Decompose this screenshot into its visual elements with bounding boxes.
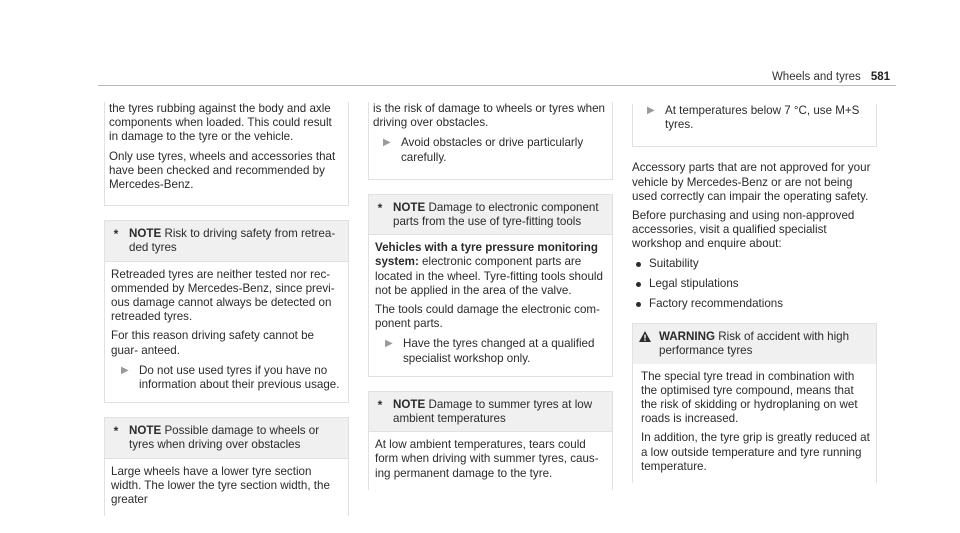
step-text: Have the tyres changed at a qualified specialist workshop only. xyxy=(403,337,595,365)
list-item: Legal stipulations xyxy=(632,277,877,291)
note-header xyxy=(105,221,348,260)
note-body xyxy=(105,261,348,403)
paragraph: In addition, the tyre grip is greatly reduced at a low outside temperature and tyre running temperature. xyxy=(641,431,870,473)
paragraph: At low ambient temperatures, tears could form when driving with summer tyres, caus- ing permanent damage to the tyre. xyxy=(375,438,599,480)
note-label: NOTE xyxy=(393,200,426,214)
list-item: Factory recommendations xyxy=(632,297,877,311)
arrow-right-icon: ▶ xyxy=(121,364,129,376)
page-number: 581 xyxy=(870,71,890,83)
section-title: Wheels and tyres xyxy=(771,71,861,83)
paragraph: The tools could damage the electronic com- ponent parts. xyxy=(375,303,600,331)
paragraph xyxy=(375,241,606,298)
continued-box xyxy=(632,104,877,147)
note-box xyxy=(104,220,349,403)
continued-box xyxy=(104,102,349,206)
column-3 xyxy=(632,102,877,483)
note-label: NOTE xyxy=(129,227,162,241)
continued-box xyxy=(368,102,613,180)
note-icon: * xyxy=(377,200,383,215)
paragraph: the tyres rubbing against the body and axle components when loaded. This could result in damage to the tyre or the vehicle. xyxy=(109,102,332,144)
note-header xyxy=(369,195,612,234)
instruction-step xyxy=(121,364,342,392)
note-body xyxy=(369,431,612,490)
note-title: Risk to driving safety from retrea- ded tyres xyxy=(129,227,336,255)
bullet-icon xyxy=(636,282,641,287)
warning-box xyxy=(632,323,877,483)
warning-triangle-icon xyxy=(639,331,651,342)
warning-title: Risk of accident with high performance tyres xyxy=(659,330,850,358)
paragraph: Large wheels have a lower tyre section width. The lower the tyre section width, the greater xyxy=(111,464,330,507)
note-icon: * xyxy=(113,424,119,439)
arrow-right-icon: ▶ xyxy=(647,105,655,116)
list-item: Suitability xyxy=(632,257,877,271)
header-divider xyxy=(98,85,896,86)
bullet-icon xyxy=(636,302,641,307)
instruction-step xyxy=(383,136,608,164)
paragraph: Before purchasing and using non-approved accessories, visit a qualified specialist workshop and enquire about: xyxy=(632,209,855,251)
warning-body xyxy=(633,364,876,483)
note-label: NOTE xyxy=(393,397,426,411)
column-1 xyxy=(104,102,349,516)
paragraph-text: electronic component parts are located in the wheel. Tyre-fitting tools should not be applied in the area of the valve. xyxy=(375,255,603,297)
step-text: Avoid obstacles or drive particularly carefully. xyxy=(401,136,584,164)
note-icon: * xyxy=(377,397,383,412)
body-text xyxy=(632,161,877,311)
note-header xyxy=(105,418,348,457)
paragraph: The special tyre tread in combination with the optimised tyre compound, means that the risk of skidding or hydroplaning on wet roads is increased. xyxy=(641,369,858,426)
note-icon: * xyxy=(113,227,119,242)
paragraph: Accessory parts that are not approved for your vehicle by Mercedes-Benz or are not being used correctly can impair the operating safety. xyxy=(632,161,871,203)
warning-header xyxy=(633,324,876,363)
step-text: Do not use used tyres if you have no information about their previous usage. xyxy=(139,363,340,392)
instruction-step xyxy=(385,337,606,365)
note-label: NOTE xyxy=(129,424,162,438)
paragraph: Only use tyres, wheels and accessories that have been checked and recommended by Mercedes-Benz. xyxy=(109,149,336,192)
note-box xyxy=(104,417,349,516)
bold-lead: Vehicles with a tyre pressure monitoring system: xyxy=(375,241,598,269)
instruction-step xyxy=(647,104,872,132)
paragraph: Retreaded tyres are neither tested nor rec- ommended by Mercedes-Benz, since previ- ous damage cannot always be detected on retreaded tyres. xyxy=(111,267,335,324)
note-body xyxy=(105,458,348,517)
bullet-list xyxy=(632,257,877,312)
note-title: Possible damage to wheels or tyres when driving over obstacles xyxy=(129,424,320,452)
arrow-right-icon: ▶ xyxy=(383,137,391,149)
page-header xyxy=(772,70,890,84)
step-text: At temperatures below 7 °C, use M+S tyres. xyxy=(665,104,860,132)
note-title: Damage to summer tyres at low ambient temperatures xyxy=(393,397,593,426)
note-title: Damage to electronic component parts from the use of tyre-fitting tools xyxy=(393,200,599,229)
column-2 xyxy=(368,102,613,490)
note-body xyxy=(369,234,612,376)
paragraph: is the risk of damage to wheels or tyres when driving over obstacles. xyxy=(373,102,605,130)
warning-label: WARNING xyxy=(659,330,716,344)
note-box xyxy=(368,391,613,490)
paragraph: For this reason driving safety cannot be guar- anteed. xyxy=(111,329,314,357)
note-header xyxy=(369,392,612,431)
bullet-icon xyxy=(636,262,641,267)
arrow-right-icon: ▶ xyxy=(385,338,393,350)
note-box xyxy=(368,194,613,377)
